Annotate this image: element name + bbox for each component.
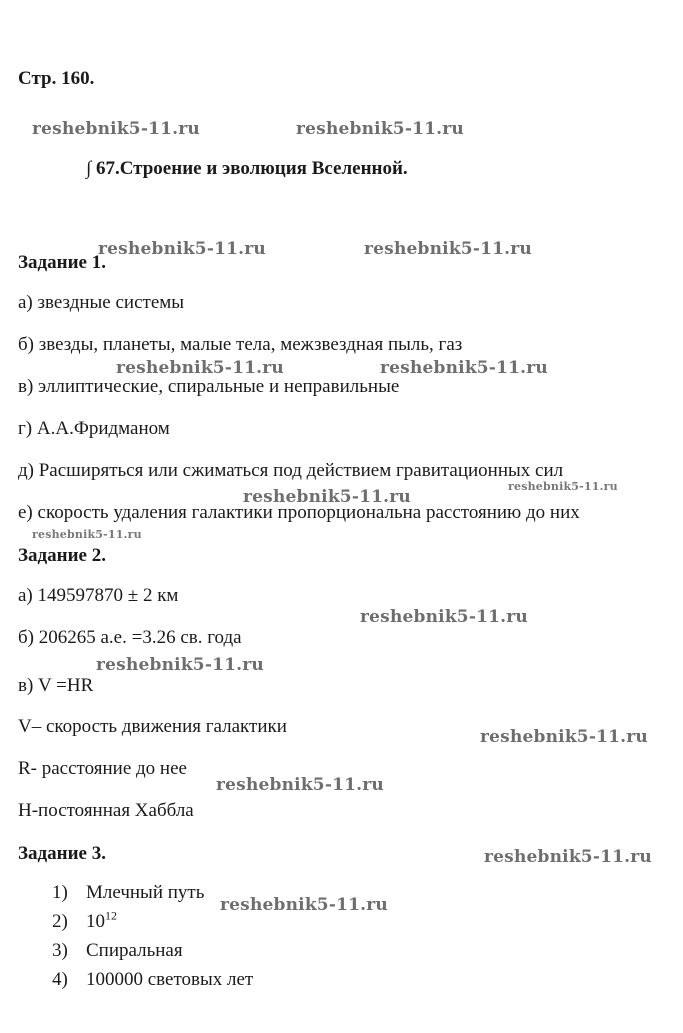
watermark: reshebnik5-11.ru bbox=[484, 847, 652, 867]
watermark: reshebnik5-11.ru bbox=[296, 119, 464, 139]
task2-line-c: в) V =HR bbox=[18, 675, 94, 696]
task2-line-a: а) 149597870 ± 2 км bbox=[18, 585, 179, 606]
task1-line-a: а) звездные системы bbox=[18, 292, 185, 313]
watermark: reshebnik5-11.ru bbox=[116, 358, 284, 378]
task2-heading: Задание 2. bbox=[18, 545, 106, 566]
task3-heading: Задание 3. bbox=[18, 843, 106, 864]
task2-line-b: б) 206265 а.е. =3.26 св. года bbox=[18, 627, 242, 648]
section-title: ∫ 67.Строение и эволюция Вселенной. bbox=[86, 158, 408, 179]
list-item-number: 3) bbox=[52, 940, 68, 961]
watermark: reshebnik5-11.ru bbox=[364, 239, 532, 259]
watermark: reshebnik5-11.ru bbox=[98, 239, 266, 259]
watermark: reshebnik5-11.ru bbox=[32, 119, 200, 139]
list-item-number: 1) bbox=[52, 882, 68, 903]
task1-line-e: д) Расширяться или сжиматься под действием гравитационных сил bbox=[18, 460, 564, 481]
page-number: Стр. 160. bbox=[18, 68, 95, 89]
task1-line-c: в) эллиптические, спиральные и неправильные bbox=[18, 376, 400, 397]
list-item-base: 10 bbox=[86, 911, 105, 932]
task1-line-d: г) А.А.Фридманом bbox=[18, 418, 170, 439]
task2-line-r: R- расстояние до нее bbox=[18, 758, 187, 779]
task2-line-v: V– скорость движения галактики bbox=[18, 716, 287, 737]
watermark: reshebnik5-11.ru bbox=[96, 655, 264, 675]
watermark: reshebnik5-11.ru bbox=[480, 727, 648, 747]
watermark: reshebnik5-11.ru bbox=[360, 607, 528, 627]
watermark: reshebnik5-11.ru bbox=[220, 895, 388, 915]
list-item-text: Спиральная bbox=[86, 940, 183, 961]
list-item-number: 4) bbox=[52, 969, 68, 990]
watermark: reshebnik5-11.ru bbox=[32, 528, 142, 541]
list-item bbox=[52, 969, 253, 998]
list-item bbox=[52, 908, 253, 940]
list-item-text: Млечный путь bbox=[86, 882, 205, 903]
task2-line-h: H-постоянная Хаббла bbox=[18, 800, 194, 821]
task1-heading: Задание 1. bbox=[18, 252, 106, 273]
watermark: reshebnik5-11.ru bbox=[380, 358, 548, 378]
list-item-text: 100000 световых лет bbox=[86, 969, 254, 990]
task1-line-f: е) скорость удаления галактики пропорциональна расстоянию до них bbox=[18, 502, 580, 523]
list-item-number: 2) bbox=[52, 911, 68, 932]
list-item bbox=[52, 940, 253, 969]
watermark: reshebnik5-11.ru bbox=[508, 480, 618, 493]
watermark: reshebnik5-11.ru bbox=[243, 487, 411, 507]
watermark: reshebnik5-11.ru bbox=[216, 775, 384, 795]
list-item-exponent: 12 bbox=[105, 908, 117, 923]
task1-line-b: б) звезды, планеты, малые тела, межзвездная пыль, газ bbox=[18, 334, 463, 355]
